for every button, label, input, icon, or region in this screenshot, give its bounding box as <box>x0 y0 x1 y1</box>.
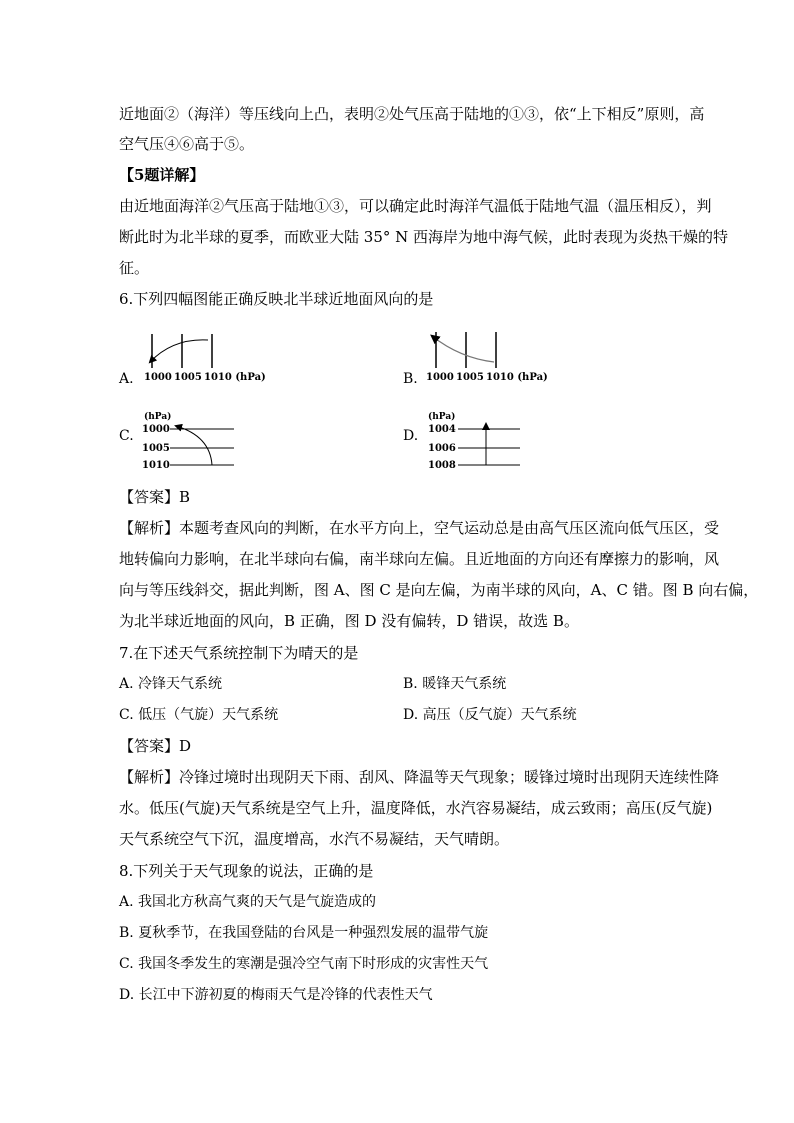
unit-label: (hPa) <box>144 412 172 422</box>
analysis-line: 【解析】本题考查风向的判断，在水平方向上，空气运动总是由高气压区流向低气压区，受 <box>119 519 720 537</box>
option-label-c: C. <box>119 428 134 444</box>
question-stem: 6.下列四幅图能正确反映北半球近地面风向的是 <box>119 290 434 308</box>
text-line: 征。 <box>119 259 150 277</box>
diagram-b <box>420 326 550 386</box>
tick-label: 1000 <box>142 424 170 435</box>
text-line: 由近地面海洋②气压高于陆地①③，可以确定此时海洋气温低于陆地气温（温压相反），判 <box>119 197 712 215</box>
option-label-d: D. <box>403 428 419 444</box>
tick-label: 1010 (hPa) <box>204 372 266 383</box>
unit-label: (hPa) <box>428 412 456 422</box>
analysis-line: 天气系统空气下沉，温度增高，水汽不易凝结，天气晴朗。 <box>119 830 510 848</box>
answer-label: 【答案】B <box>119 488 191 506</box>
tick-label: 1005 <box>456 372 484 383</box>
tick-label: 1005 <box>174 372 202 383</box>
tick-label: 1008 <box>428 460 456 471</box>
answer-label: 【答案】D <box>119 737 192 755</box>
analysis-line: 水。低压(气旋)天气系统是空气上升，温度降低，水汽容易凝结，成云致雨；高压(反气旋) <box>119 799 713 817</box>
diagram-c <box>140 410 250 472</box>
option-a: A. 冷锋天气系统 <box>119 676 223 692</box>
option-d: D. 高压（反气旋）天气系统 <box>403 707 577 723</box>
analysis-line: 为北半球近地面的风向，B 正确，图 D 没有偏转，D 错误，故选 B。 <box>119 612 579 630</box>
diagram-a <box>138 326 268 386</box>
tick-label: 1000 <box>144 372 172 383</box>
text-line: 断此时为北半球的夏季，而欧亚大陆 35° N 西海岸为地中海气候，此时表现为炎热干燥的特 <box>119 228 729 246</box>
option-label-b: B. <box>403 371 418 387</box>
tick-label: 1005 <box>142 443 170 454</box>
section-heading: 【5题详解】 <box>119 166 205 184</box>
question-stem: 7.在下述天气系统控制下为晴天的是 <box>119 644 359 662</box>
tick-label: 1010 <box>142 460 170 471</box>
wind-arrow <box>150 340 208 362</box>
option-label-a: A. <box>119 371 134 387</box>
wind-arrow <box>176 426 212 465</box>
option-a: A. 我国北方秋高气爽的天气是气旋造成的 <box>119 894 377 910</box>
text-line: 空气压④⑥高于⑤。 <box>119 135 255 153</box>
option-c: C. 我国冬季发生的寒潮是强冷空气南下时形成的灾害性天气 <box>119 956 489 972</box>
tick-label: 1006 <box>428 443 456 454</box>
question-stem: 8.下列关于天气现象的说法，正确的是 <box>119 862 374 880</box>
diagram-d <box>424 410 534 472</box>
analysis-line: 地转偏向力影响，在北半球向右偏，南半球向左偏。且近地面的方向还有摩擦力的影响，风 <box>119 550 720 568</box>
option-b: B. 暖锋天气系统 <box>403 676 507 692</box>
tick-label: 1010 (hPa) <box>486 372 548 383</box>
option-c: C. 低压（气旋）天气系统 <box>119 707 279 723</box>
tick-label: 1004 <box>428 424 456 435</box>
tick-label: 1000 <box>426 372 454 383</box>
option-b: B. 夏秋季节，在我国登陆的台风是一种强烈发展的温带气旋 <box>119 925 489 941</box>
analysis-line: 向与等压线斜交，据此判断，图 A、图 C 是向左偏，为南半球的风向，A、C 错。图 B 向右偏， <box>119 581 759 599</box>
option-d: D. 长江中下游初夏的梅雨天气是冷锋的代表性天气 <box>119 987 433 1003</box>
text-line: 近地面②（海洋）等压线向上凸，表明②处气压高于陆地的①③，依“上下相反”原则，高 <box>119 105 705 123</box>
analysis-line: 【解析】冷锋过境时出现阴天下雨、刮风、降温等天气现象；暖锋过境时出现阴天连续性降 <box>119 768 720 786</box>
wind-arrow <box>432 336 494 362</box>
